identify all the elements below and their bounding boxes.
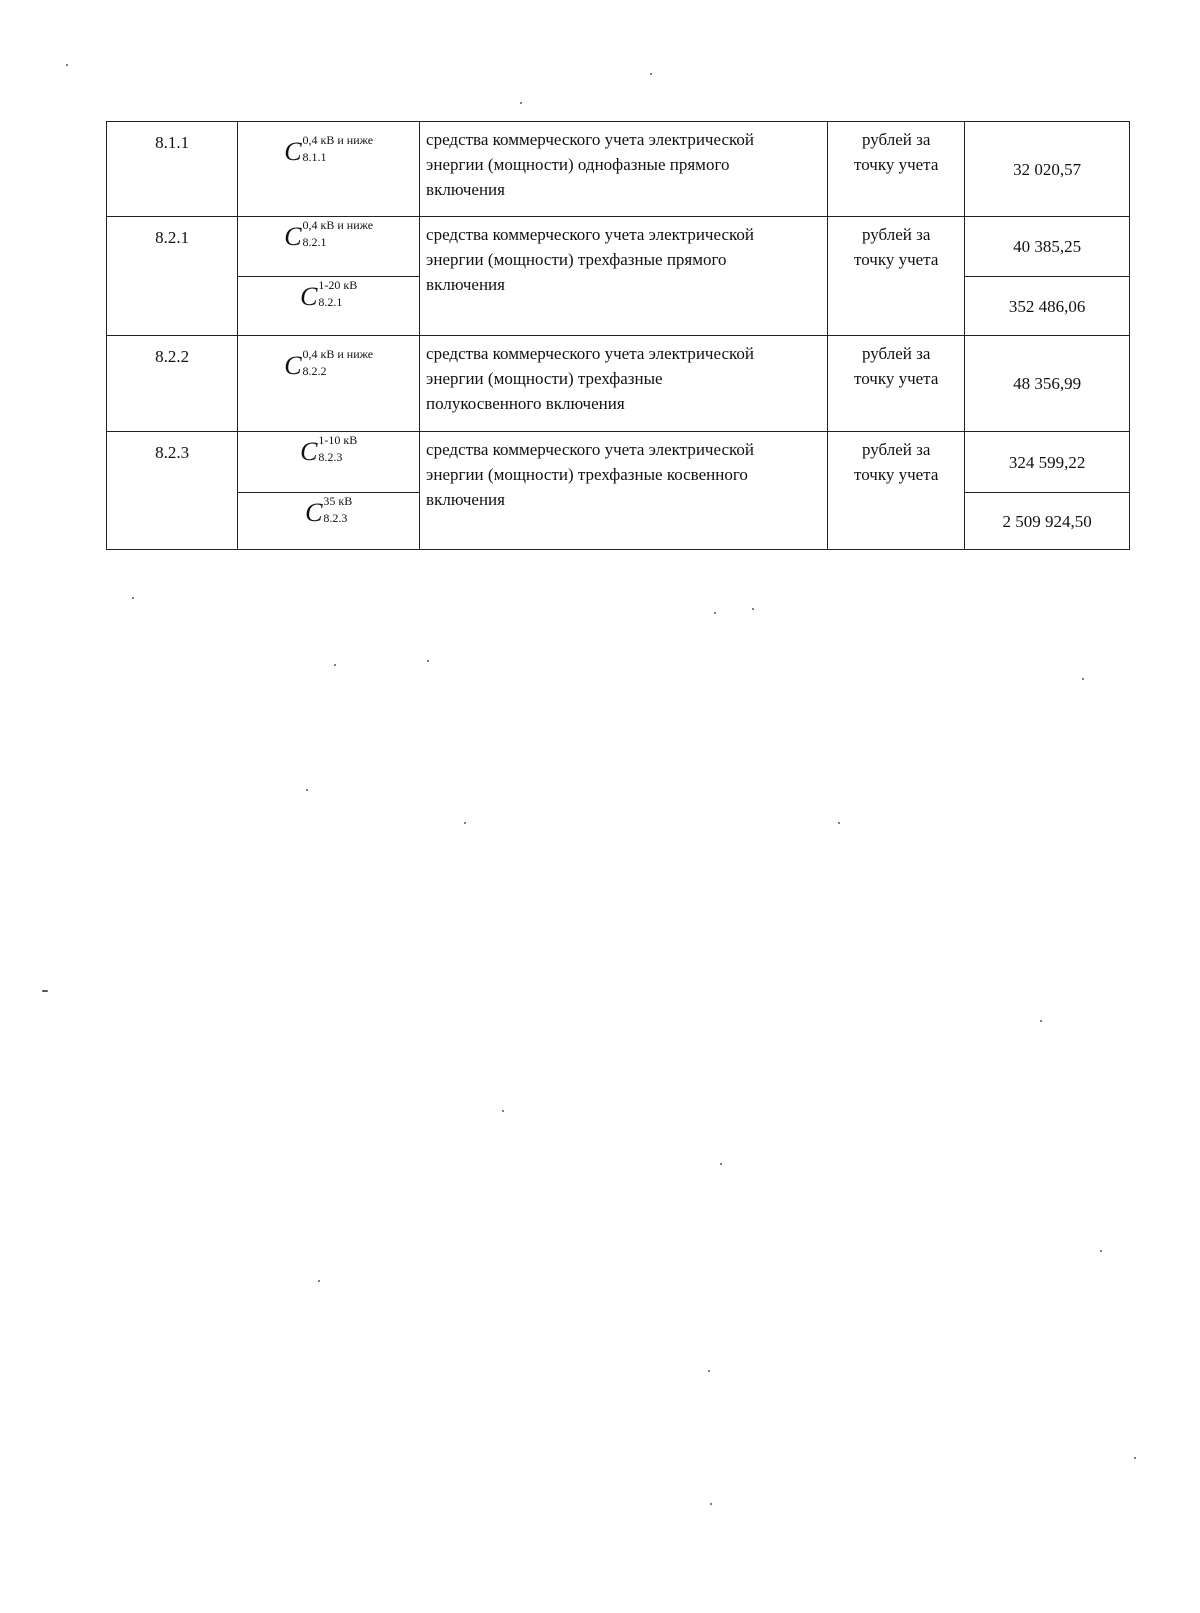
description-line: энергии (мощности) трехфазные косвенного: [426, 465, 748, 484]
description-line: включения: [426, 275, 505, 294]
unit-line: точку учета: [854, 369, 939, 388]
price-value: 48 356,99: [965, 336, 1130, 432]
description-line: средства коммерческого учета электрической: [426, 130, 754, 149]
speck: [714, 612, 716, 614]
item-code: 8.2.3: [107, 432, 238, 550]
speck: [464, 822, 466, 824]
symbol-subscript: 8.2.1: [318, 295, 343, 309]
speck: [520, 102, 522, 104]
item-code: 8.2.2: [107, 336, 238, 432]
speck: [306, 789, 308, 791]
rate-symbol-cell: [238, 432, 420, 493]
unit-line: рублей за: [861, 225, 931, 244]
symbol-subscript: 8.2.1: [302, 235, 327, 249]
symbol-subscript: 8.2.3: [323, 511, 348, 525]
price-value: 352 486,06: [965, 277, 1130, 336]
description-line: средства коммерческого учета электрической: [426, 344, 754, 363]
unit-line: точку учета: [854, 155, 939, 174]
speck: [66, 64, 68, 66]
symbol-subscript: 8.1.1: [302, 150, 327, 164]
item-code: 8.2.1: [107, 217, 238, 336]
rate-symbol-cell: [238, 217, 420, 277]
speck: [650, 73, 652, 75]
rate-symbol: [300, 432, 357, 472]
symbol-letter: C: [300, 437, 318, 466]
table-row: [107, 336, 1130, 432]
rate-symbol-cell: [238, 277, 420, 336]
speck: [1100, 1250, 1102, 1252]
speck: [1040, 1020, 1042, 1022]
symbol-letter: C: [305, 498, 323, 527]
symbol-letter: C: [284, 137, 302, 166]
symbol-superscript: 1-20 кВ: [318, 278, 358, 292]
speck: [132, 597, 134, 599]
description-line: средства коммерческого учета электрической: [426, 440, 754, 459]
speck: [1082, 678, 1084, 680]
price-value: 324 599,22: [965, 432, 1130, 493]
description-cell: [420, 122, 828, 217]
unit-line: точку учета: [854, 250, 939, 269]
symbol-superscript: 0,4 кВ и ниже: [302, 218, 374, 232]
description-cell: [420, 432, 828, 550]
description-line: полукосвенного включения: [426, 394, 625, 413]
rate-symbol-cell: [238, 493, 420, 550]
symbol-superscript: 1-10 кВ: [318, 433, 358, 447]
description-line: энергии (мощности) трехфазные прямого: [426, 250, 727, 269]
unit-line: точку учета: [854, 465, 939, 484]
item-code: 8.1.1: [107, 122, 238, 217]
price-value: 40 385,25: [965, 217, 1130, 277]
price-value: 32 020,57: [965, 122, 1130, 217]
symbol-subscript: 8.2.3: [318, 450, 343, 464]
price-value: 2 509 924,50: [965, 493, 1130, 550]
symbol-superscript: 0,4 кВ и ниже: [302, 347, 374, 361]
rate-symbol-cell: [238, 336, 420, 432]
speck: [334, 664, 336, 666]
description-line: средства коммерческого учета электрической: [426, 225, 754, 244]
unit-line: рублей за: [861, 130, 931, 149]
speck: [708, 1370, 710, 1372]
description-line: включения: [426, 490, 505, 509]
unit-line: рублей за: [861, 440, 931, 459]
unit-cell: [828, 217, 965, 336]
symbol-letter: C: [300, 282, 318, 311]
rate-symbol: [284, 132, 373, 172]
symbol-letter: C: [284, 222, 302, 251]
speck: [838, 822, 840, 824]
description-line: включения: [426, 180, 505, 199]
rate-symbol: [300, 277, 357, 317]
speck: [427, 660, 429, 662]
tariff-table: [106, 121, 1130, 550]
table-row: [107, 432, 1130, 493]
rate-symbol: [284, 217, 373, 257]
speck: [502, 1110, 504, 1112]
symbol-letter: C: [284, 351, 302, 380]
unit-cell: [828, 122, 965, 217]
symbol-superscript: 0,4 кВ и ниже: [302, 133, 374, 147]
description-line: энергии (мощности) трехфазные: [426, 369, 663, 388]
description-line: энергии (мощности) однофазные прямого: [426, 155, 730, 174]
speck: [720, 1163, 722, 1165]
table-row: [107, 122, 1130, 217]
unit-cell: [828, 432, 965, 550]
speck: [318, 1280, 320, 1282]
unit-line: рублей за: [861, 344, 931, 363]
symbol-superscript: 35 кВ: [323, 494, 353, 508]
rate-symbol-cell: [238, 122, 420, 217]
description-cell: [420, 336, 828, 432]
rate-symbol: [284, 346, 373, 386]
rate-symbol: [305, 493, 352, 533]
speck: [710, 1503, 712, 1505]
speck: [42, 990, 48, 992]
unit-cell: [828, 336, 965, 432]
description-cell: [420, 217, 828, 336]
speck: [1134, 1457, 1136, 1459]
speck: [752, 608, 754, 610]
symbol-subscript: 8.2.2: [302, 364, 327, 378]
table-row: [107, 217, 1130, 277]
